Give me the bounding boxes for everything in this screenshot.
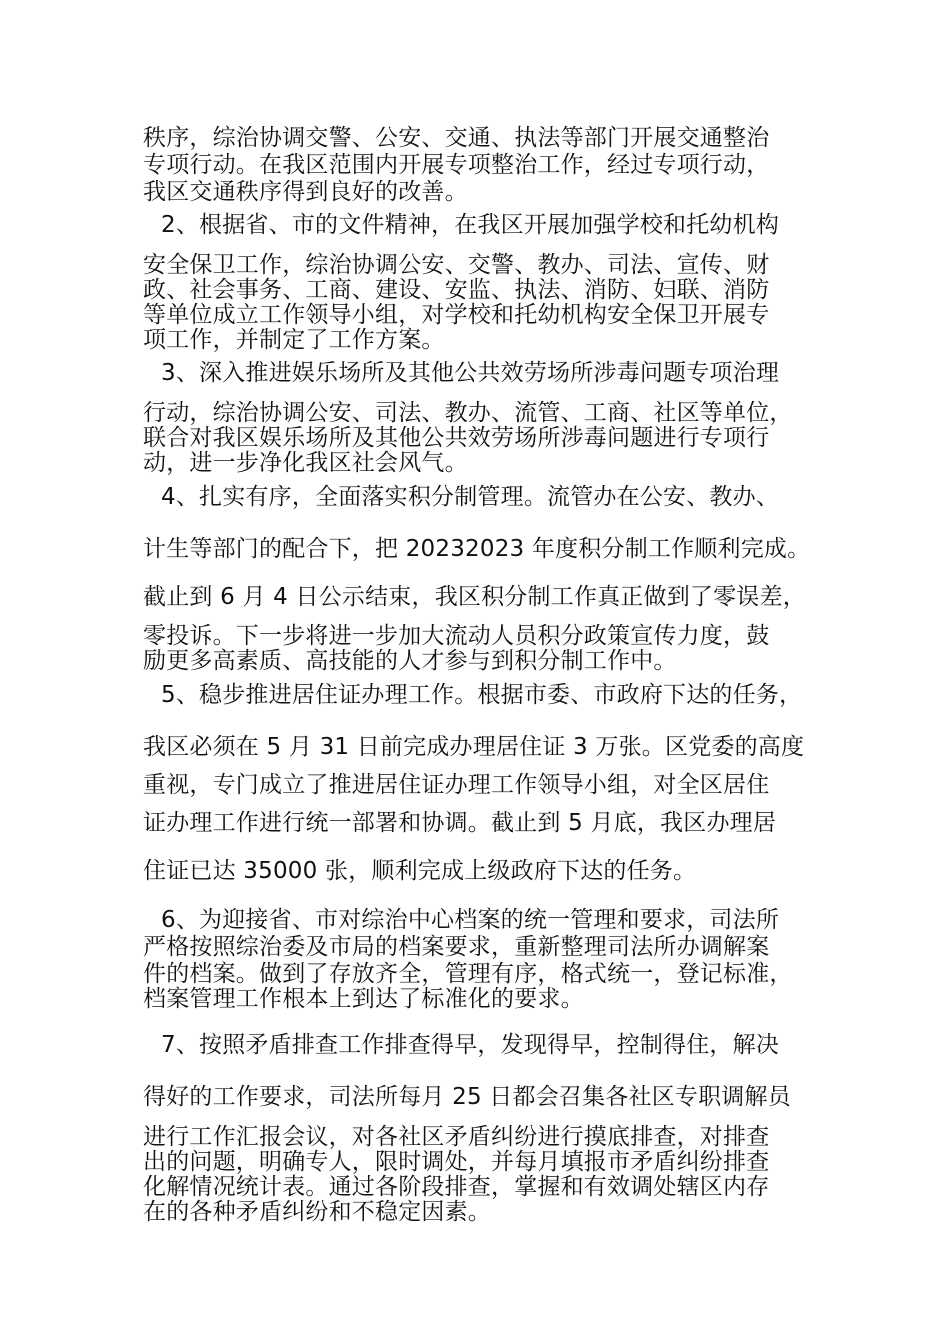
text-line: 专项行动。在我区范围内开展专项整治工作，经过专项行动， xyxy=(143,152,770,178)
text-line: 动，进一步净化我区社会风气。 xyxy=(143,450,468,476)
text-line: 我区必须在 5 月 31 日前完成办理居住证 3 万张。区党委的高度 xyxy=(143,734,805,760)
paragraph-7-start: 7、按照矛盾排查工作排查得早，发现得早，控制得住，解决 xyxy=(161,1032,780,1058)
text-line: 零投诉。下一步将进一步加大流动人员积分政策宣传力度，鼓 xyxy=(143,623,770,649)
paragraph-6-start: 6、为迎接省、市对综治中心档案的统一管理和要求，司法所 xyxy=(161,907,780,933)
text-line: 得好的工作要求，司法所每月 25 日都会召集各社区专职调解员 xyxy=(143,1084,791,1110)
text-line: 项工作，并制定了工作方案。 xyxy=(143,327,445,353)
text-line: 秩序，综治协调交警、公安、交通、执法等部门开展交通整治 xyxy=(143,125,770,151)
text-line: 出的问题，明确专人，限时调处，并每月填报市矛盾纠纷排查 xyxy=(143,1149,770,1175)
paragraph-3-start: 3、深入推进娱乐场所及其他公共效劳场所涉毒问题专项治理 xyxy=(161,360,780,386)
paragraph-4-start: 4、扎实有序，全面落实积分制管理。流管办在公安、教办、 xyxy=(161,484,780,510)
text-line: 励更多高素质、高技能的人才参与到积分制工作中。 xyxy=(143,648,677,674)
text-line: 联合对我区娱乐场所及其他公共效劳场所涉毒问题进行专项行 xyxy=(143,425,770,451)
text-line: 在的各种矛盾纠纷和不稳定因素。 xyxy=(143,1199,491,1225)
text-line: 档案管理工作根本上到达了标准化的要求。 xyxy=(143,986,584,1012)
text-line: 等单位成立工作领导小组，对学校和托幼机构安全保卫开展专 xyxy=(143,302,770,328)
text-line: 安全保卫工作，综治协调公安、交警、教办、司法、宣传、财 xyxy=(143,252,770,278)
text-line: 政、社会事务、工商、建设、安监、执法、消防、妇联、消防 xyxy=(143,277,770,303)
text-line: 证办理工作进行统一部署和协调。截止到 5 月底，我区办理居 xyxy=(143,810,777,836)
text-line: 截止到 6 月 4 日公示结束，我区积分制工作真正做到了零误差， xyxy=(143,584,806,610)
text-line: 化解情况统计表。通过各阶段排查，掌握和有效调处辖区内存 xyxy=(143,1174,770,1200)
text-line: 严格按照综治委及市局的档案要求，重新整理司法所办调解案 xyxy=(143,934,770,960)
text-line: 件的档案。做到了存放齐全，管理有序，格式统一，登记标准， xyxy=(143,961,793,987)
paragraph-2-start: 2、根据省、市的文件精神，在我区开展加强学校和托幼机构 xyxy=(161,212,780,238)
text-line: 重视，专门成立了推进居住证办理工作领导小组，对全区居住 xyxy=(143,772,770,798)
text-line: 进行工作汇报会议，对各社区矛盾纠纷进行摸底排查，对排查 xyxy=(143,1124,770,1150)
text-line: 我区交通秩序得到良好的改善。 xyxy=(143,179,468,205)
text-line: 行动，综治协调公安、司法、教办、流管、工商、社区等单位， xyxy=(143,400,793,426)
text-line: 住证已达 35000 张，顺利完成上级政府下达的任务。 xyxy=(143,858,697,884)
paragraph-5-start: 5、稳步推进居住证办理工作。根据市委、市政府下达的任务， xyxy=(161,682,803,708)
text-line: 计生等部门的配合下，把 20232023 年度积分制工作顺利完成。 xyxy=(143,536,811,562)
